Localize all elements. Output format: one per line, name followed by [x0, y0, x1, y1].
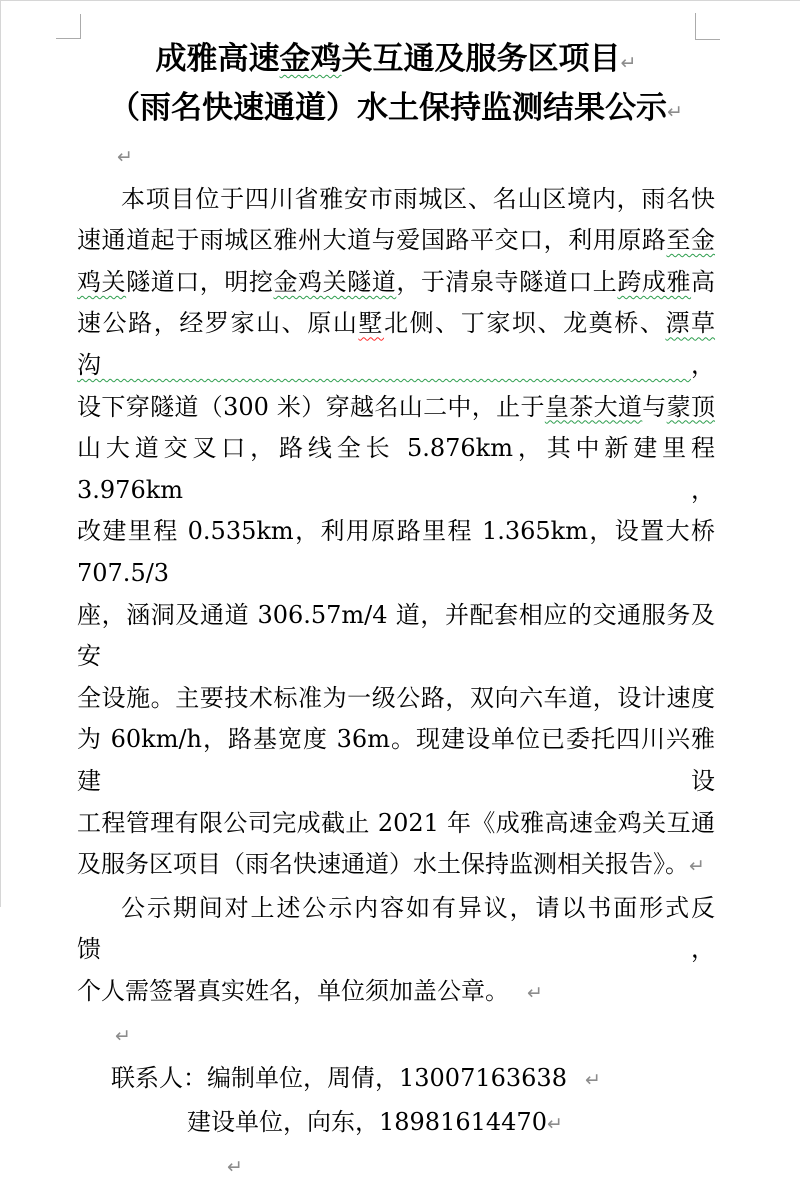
paragraph2-line-2 [77, 971, 715, 1015]
text-segment: 隧道口，明挖 [126, 267, 274, 296]
paragraph-mark: ↵ [527, 981, 543, 1004]
paragraph1-line-7 [77, 511, 715, 594]
paragraph2-line-1 [77, 888, 715, 971]
text-segment: 高 [691, 267, 716, 296]
spellcheck-flagged-text: 皇茶大道 [544, 392, 643, 421]
text-segment: 个人需签署真实姓名，单位须加盖公章。 [77, 976, 509, 1005]
spellcheck-flagged-text: 漂草沟 [77, 309, 716, 379]
text-segment: （雨名快速通道）水土保持监测结果公示 [109, 90, 668, 126]
paragraph1-line-6 [77, 428, 715, 511]
spellcheck-flagged-text: 跨成雅 [617, 267, 692, 296]
text-segment: 联系人：编制单位，周倩，13007163638 [111, 1064, 567, 1093]
text-segment: 改建里程 0.535km，利用原路里程 1.365km，设置大桥 707.5/3 [77, 517, 715, 587]
text-segment: 速通道起于雨城区雅州大道与爱国路平交口，利用原路 [77, 226, 667, 255]
text-segment: 速公路，经罗家山、原山 [77, 309, 359, 338]
paragraph1-line-4 [77, 303, 715, 386]
empty-paragraph [77, 1014, 715, 1058]
contact-line-1 [77, 1058, 715, 1102]
spellcheck-flagged-text: 墅 [358, 309, 385, 338]
paragraph1-line-5 [77, 387, 715, 429]
text-segment: 本项目位于四川省雅安市雨城区、名山区境内，雨名快 [121, 184, 715, 213]
text-boundary-mark-top-left [80, 14, 81, 38]
text-segment: 山大道交叉口，路线全长 5.876km，其中新建里程 3.976km， [77, 434, 715, 504]
text-segment: 成雅高速 [155, 41, 280, 77]
text-segment: 公示期间对上述公示内容如有异议，请以书面形式反馈， [77, 893, 715, 964]
text-segment: ， [691, 350, 715, 379]
paragraph-mark: ↵ [667, 101, 683, 123]
document-body [77, 37, 715, 1189]
paragraph1-line-9 [77, 678, 715, 720]
text-segment: 关互通及服务区项目 [341, 41, 621, 77]
paragraph1-line-10 [77, 719, 715, 802]
paragraph-mark: ↵ [620, 52, 637, 74]
spellcheck-flagged-text: 鸡关 [77, 267, 127, 296]
spellcheck-flagged-text: 金鸡 [279, 41, 342, 77]
paragraph1-line-2 [77, 220, 715, 262]
spellcheck-flagged-text: 至金 [666, 226, 716, 255]
text-segment: ，于清泉寺隧道口上 [396, 267, 618, 296]
paragraph1-line-3 [77, 262, 715, 304]
text-segment: 设下穿隧道（300 米）穿越名山二中，止于 [77, 392, 545, 421]
paragraph-mark: ↵ [117, 146, 133, 168]
paragraph-mark: ↵ [546, 1112, 563, 1135]
text-boundary-mark-top-right [695, 13, 696, 39]
text-segment: 工程管理有限公司完成截止 2021 年《成雅高速金鸡关互通 [77, 808, 715, 837]
text-segment: 全设施。主要技术标准为一级公路，双向六车道，设计速度 [77, 683, 715, 712]
text-segment: 建设单位，向东，18981614470 [187, 1107, 547, 1136]
paragraph1-line-8 [77, 595, 715, 678]
empty-paragraph [77, 135, 715, 179]
paragraph1-line-11 [77, 803, 715, 845]
doc-title-line-2 [77, 86, 715, 135]
text-segment: 与 [642, 392, 667, 421]
paragraph-mark: ↵ [115, 1025, 131, 1048]
spellcheck-flagged-text: 金鸡关隧道 [273, 267, 397, 296]
paragraph1-line-1 [77, 179, 715, 221]
spellcheck-flagged-text: 蒙顶 [666, 392, 716, 421]
text-segment: 为 60km/h，路基宽度 36m。现建设单位已委托四川兴雅建设 [77, 725, 715, 795]
empty-paragraph [77, 1145, 715, 1189]
text-segment: 座，涵洞及通道 306.57m/4 道，并配套相应的交通服务及安 [77, 600, 715, 671]
text-segment: 及服务区项目（雨名快速通道）水土保持监测相关报告》。 [77, 850, 689, 879]
text-segment: 北侧、丁家坝、龙奠桥、 [384, 309, 666, 338]
paragraph1-line-12 [77, 844, 715, 888]
paragraph-mark: ↵ [689, 855, 705, 878]
doc-title-line-1 [77, 37, 715, 86]
paragraph-mark: ↵ [227, 1156, 243, 1179]
paragraph-mark: ↵ [584, 1069, 601, 1092]
contact-line-2 [77, 1102, 715, 1146]
